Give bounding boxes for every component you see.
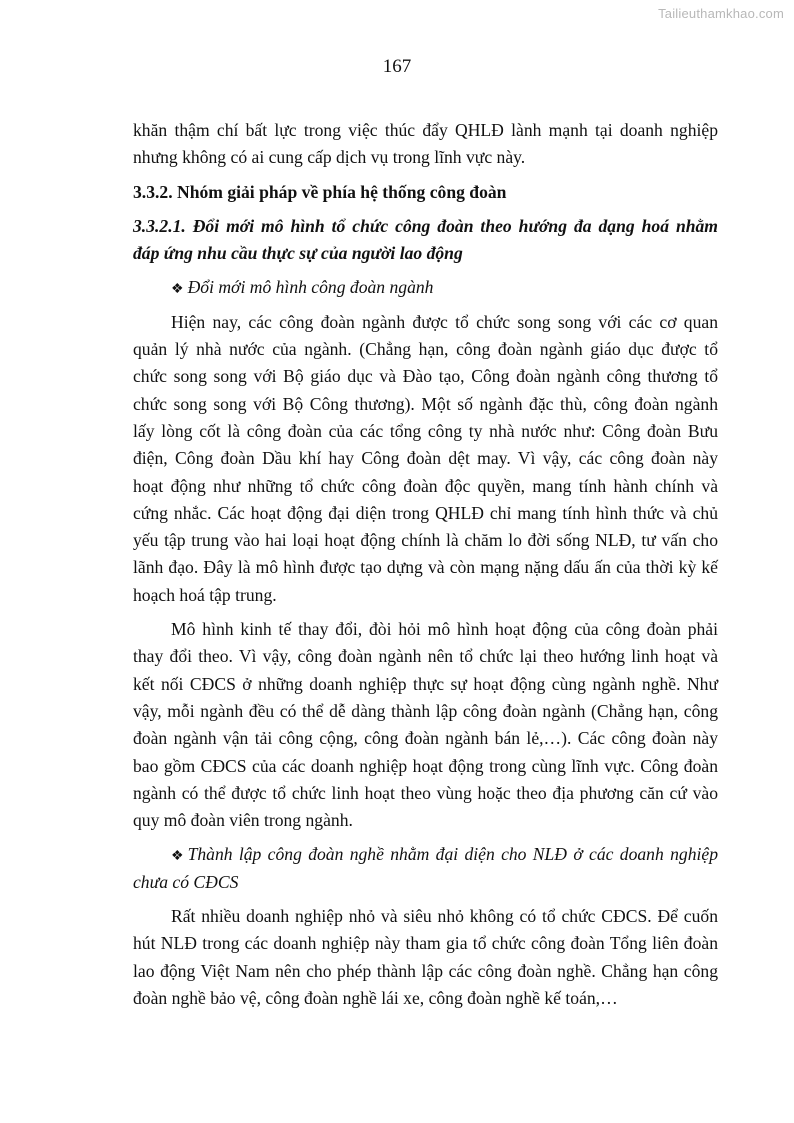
diamond-bullet-icon: ❖ <box>171 282 184 298</box>
text-line: đoàn nghề bảo vệ, công đoàn nghề lái xe, công đoàn nghề kế toán,… <box>133 987 618 1008</box>
text-line: yếu tập trung vào hai loại hoạt động chính là chăm lo đời sống NLĐ, tư vấn cho <box>133 530 718 551</box>
bullet-line <box>133 841 718 868</box>
bullet-text: Đổi mới mô hình công đoàn ngành <box>187 277 434 298</box>
paragraph <box>133 616 718 834</box>
heading-line: đáp ứng nhu cầu thực sự của người lao động <box>133 243 463 264</box>
text-line: cứng nhắc. Các hoạt động đại diện trong QHLĐ chỉ mang tính hình thức và chủ <box>133 502 718 523</box>
bullet-text: Thành lập công đoàn nghề nhằm đại diện cho NLĐ ở các doanh nghiệp <box>187 844 718 865</box>
text-line: hoạt động như những tổ chức công đoàn độc quyền, mang tính hành chính và <box>133 475 718 496</box>
text-line: thay đổi theo. Vì vậy, công đoàn ngành nên tổ chức lại theo hướng linh hoạt và <box>133 646 718 667</box>
section-heading: 3.3.2. Nhóm giải pháp về phía hệ thống công đoàn <box>133 181 507 202</box>
bullet-item <box>133 841 718 896</box>
diamond-bullet-icon: ❖ <box>171 849 184 865</box>
paragraph-continuation <box>133 117 718 172</box>
watermark: Tailieuthamkhao.com <box>658 6 784 21</box>
text-line: bao gồm CĐCS của các doanh nghiệp hoạt động trong cùng lĩnh vực. Công đoàn <box>133 755 718 776</box>
bullet-item <box>133 274 718 301</box>
text-line: ngành có thể được tổ chức linh hoạt theo vùng hoặc theo địa phương căn cứ vào <box>133 782 718 803</box>
text-line: chức song song với Bộ Công thương). Một số ngành đặc thù, công đoàn ngành <box>133 393 718 414</box>
text-line: Rất nhiều doanh nghiệp nhỏ và siêu nhỏ không có tổ chức CĐCS. Để cuốn <box>171 906 718 927</box>
bullet-text: chưa có CĐCS <box>133 871 239 892</box>
text-line: Hiện nay, các công đoàn ngành được tổ chức song song với các cơ quan <box>171 311 718 332</box>
subsection-heading <box>133 213 718 268</box>
text-line: quy mô đoàn viên trong ngành. <box>133 810 353 831</box>
text-line: chức song song với Bộ giáo dục và Đào tạo, Công đoàn ngành công thương tổ <box>133 366 718 387</box>
text-line: Mô hình kinh tế thay đổi, đòi hỏi mô hình hoạt động của công đoàn phải <box>171 619 718 640</box>
paragraph <box>133 903 718 1012</box>
paragraph <box>133 309 718 609</box>
text-line: lao động Việt Nam nên cho phép thành lập các công đoàn nghề. Chẳng hạn công <box>133 960 718 981</box>
text-line: lấy lòng cốt là công đoàn của các tổng công ty nhà nước như: Công đoàn Bưu <box>133 420 718 441</box>
text-line: vậy, mỗi ngành đều có thể dễ dàng thành lập công đoàn ngành (Chẳng hạn, công <box>133 700 718 721</box>
heading-line: 3.3.2.1. Đổi mới mô hình tổ chức công đoàn theo hướng đa dạng hoá nhằm <box>133 215 718 236</box>
text-line: nhưng không có ai cung cấp dịch vụ trong lĩnh vực này. <box>133 147 526 168</box>
text-line: quản lý nhà nước của ngành. (Chẳng hạn, công đoàn ngành giáo dục được tổ <box>133 339 718 360</box>
page-body <box>133 117 718 1012</box>
text-line: khăn thậm chí bất lực trong việc thúc đẩy QHLĐ lành mạnh tại doanh nghiệp <box>133 120 718 140</box>
text-line: điện, Công đoàn Dầu khí hay Công đoàn dệt may. Vì vậy, các công đoàn này <box>133 448 718 469</box>
text-line: hoạch hoá tập trung. <box>133 584 277 605</box>
text-line: đoàn ngành vận tải công cộng, công đoàn ngành bán lẻ,…). Các công đoàn này <box>133 728 718 749</box>
text-line: kết nối CĐCS ở những doanh nghiệp thực sự hoạt động cùng ngành nghề. Như <box>133 673 718 694</box>
text-line: hút NLĐ trong các doanh nghiệp này tham gia tổ chức công đoàn Tổng liên đoàn <box>133 933 718 954</box>
page-number: 167 <box>382 56 412 77</box>
text-line: lãnh đạo. Đây là mô hình được tạo dựng và còn mạng nặng dấu ấn của thời kỳ kế <box>133 557 718 578</box>
